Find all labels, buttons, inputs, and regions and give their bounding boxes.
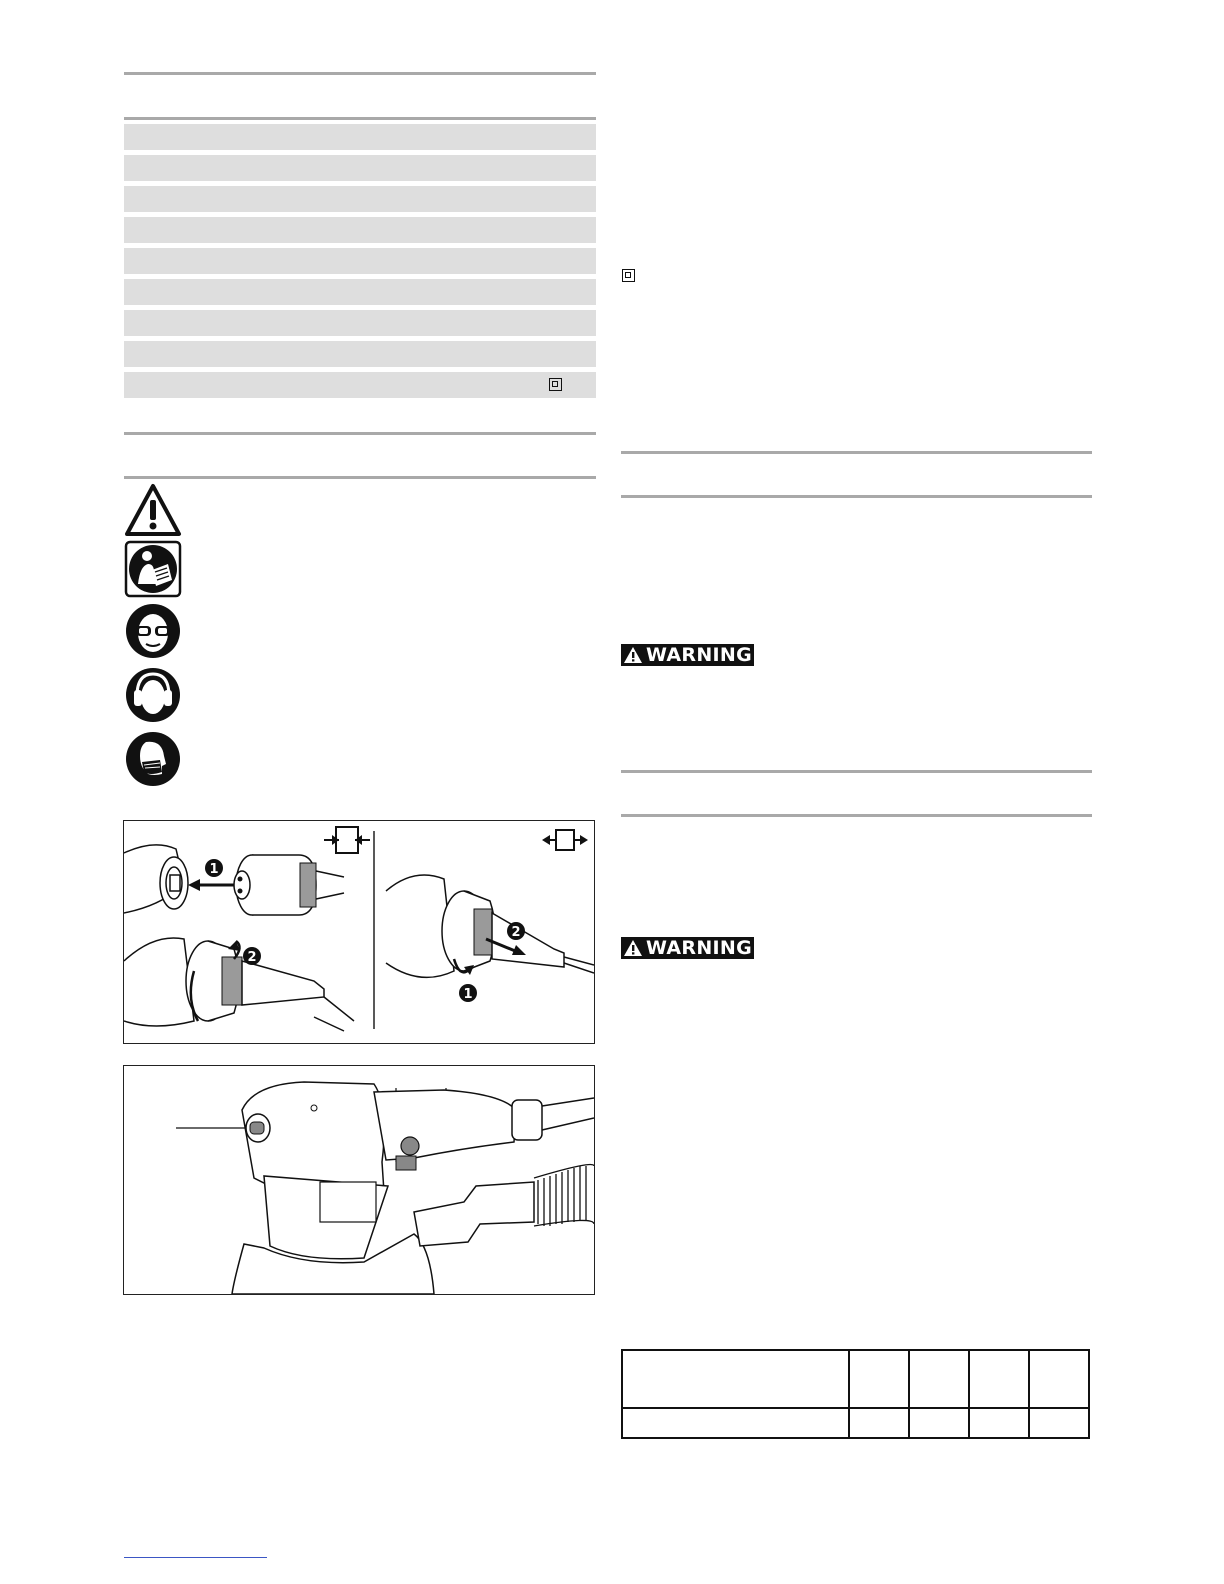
section-rule bbox=[621, 770, 1092, 773]
table-cell bbox=[849, 1408, 909, 1438]
table-cell bbox=[909, 1350, 969, 1408]
vibration-table bbox=[621, 1349, 1090, 1439]
step-two-badge-right: 2 bbox=[511, 925, 521, 940]
spec-row bbox=[124, 155, 596, 181]
read-manual-icon bbox=[124, 540, 182, 598]
spec-row bbox=[124, 124, 596, 150]
table-top-rule bbox=[124, 117, 596, 120]
table-cell bbox=[969, 1350, 1029, 1408]
table-cell bbox=[969, 1408, 1029, 1438]
warning-label: WARNING bbox=[646, 644, 753, 666]
step-two-badge: 2 bbox=[247, 950, 257, 965]
figure-sander bbox=[123, 1065, 595, 1295]
spec-row bbox=[124, 186, 596, 212]
eye-protection-icon bbox=[124, 602, 182, 660]
table-cell bbox=[849, 1350, 909, 1408]
figure-sander-drawing bbox=[124, 1066, 594, 1294]
spec-row bbox=[124, 341, 596, 367]
table-cell bbox=[1029, 1350, 1089, 1408]
table-cell bbox=[909, 1408, 969, 1438]
figure-hose-connection-drawing bbox=[124, 821, 594, 1043]
footnote-rule bbox=[124, 1557, 267, 1558]
section-rule bbox=[124, 72, 596, 75]
section-rule bbox=[124, 476, 596, 479]
warning-triangle-icon bbox=[124, 482, 182, 540]
warning-triangle-icon bbox=[623, 939, 643, 957]
warning-badge bbox=[621, 937, 754, 959]
table-header-row bbox=[622, 1350, 1089, 1408]
class-ii-icon bbox=[549, 378, 562, 391]
warning-triangle-icon bbox=[623, 646, 643, 664]
step-one-badge: 1 bbox=[209, 862, 219, 877]
ear-protection-icon bbox=[124, 666, 182, 724]
section-rule bbox=[621, 814, 1092, 817]
warning-label: WARNING bbox=[646, 937, 753, 959]
warning-badge bbox=[621, 644, 754, 666]
table-cell bbox=[622, 1350, 849, 1408]
section-rule bbox=[621, 495, 1092, 498]
spec-row bbox=[124, 248, 596, 274]
step-one-badge-right: 1 bbox=[463, 987, 473, 1002]
disconnect-icon bbox=[542, 830, 588, 850]
dust-mask-icon bbox=[124, 730, 182, 788]
table-cell bbox=[1029, 1408, 1089, 1438]
table-row bbox=[622, 1408, 1089, 1438]
table-cell bbox=[622, 1408, 849, 1438]
figure-hose-connection bbox=[123, 820, 595, 1044]
spec-row bbox=[124, 310, 596, 336]
spec-row bbox=[124, 372, 596, 398]
spec-row bbox=[124, 279, 596, 305]
section-rule bbox=[124, 432, 596, 435]
section-rule bbox=[621, 451, 1092, 454]
connect-icon bbox=[324, 827, 370, 853]
spec-row bbox=[124, 217, 596, 243]
class-ii-icon bbox=[622, 269, 635, 282]
